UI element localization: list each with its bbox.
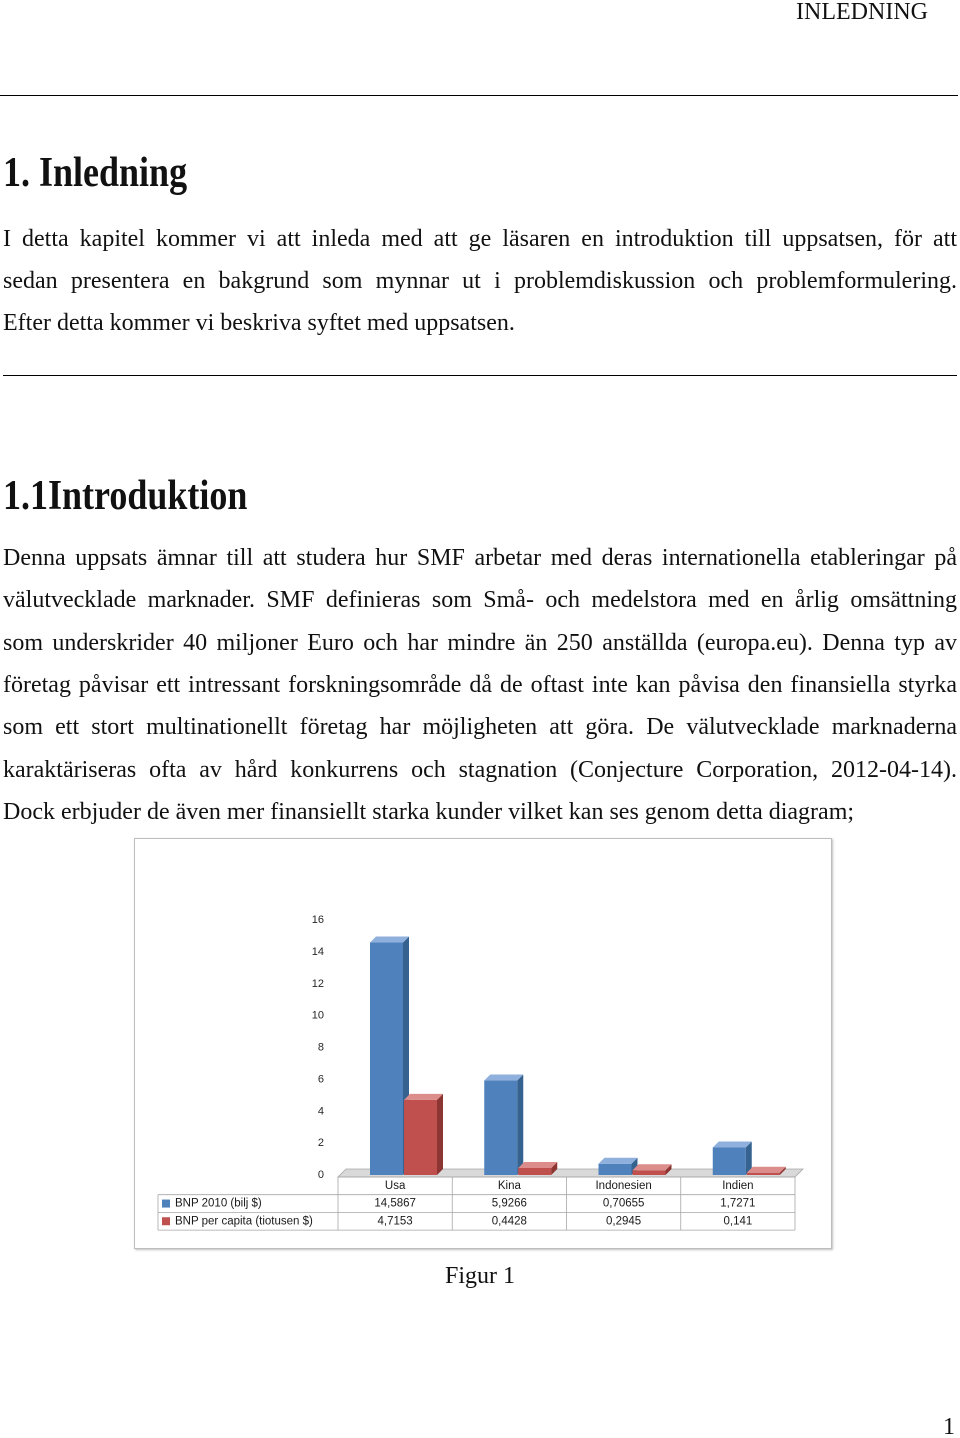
introduction-paragraph	[3, 537, 957, 833]
paragraph-line: Dock erbjuder de även mer finansiellt starka kunder vilket kan ses genom detta diagram;	[3, 798, 855, 825]
bar-usa-bnp-2010-bilj-top	[370, 937, 409, 943]
paragraph-line: Denna uppsats ämnar till att studera hur SMF arbetar med deras internationella etableringar på	[3, 545, 957, 571]
y-tick-label: 4	[317, 1105, 324, 1118]
y-tick-label: 8	[317, 1041, 324, 1054]
bar-indien-bnp-per-capita-tiotusen-front	[747, 1173, 780, 1175]
bar-indien-bnp-2010-bilj	[713, 1141, 752, 1175]
value-cell-indonesien-bnp-2010-bilj: 0,70655	[602, 1197, 645, 1210]
running-header: INLEDNING	[796, 0, 928, 25]
bar-usa-bnp-2010-bilj	[370, 937, 409, 1175]
figure-frame	[134, 838, 832, 1249]
bar-indonesien-bnp-per-capita-tiotusen-front	[633, 1170, 666, 1175]
bar-kina-bnp-per-capita-tiotusen-top	[518, 1162, 557, 1168]
y-axis	[312, 914, 324, 1181]
data-table	[158, 1177, 795, 1230]
paragraph-line: företag påvisar ett intressant forskningsområde då de oftast inte kan påvisa den finansiella styrka	[3, 671, 957, 698]
category-label-usa: Usa	[384, 1179, 406, 1192]
value-cell-usa-bnp-per-capita-tiotusen: 4,7153	[377, 1215, 413, 1228]
bar-indien-bnp-per-capita-tiotusen	[747, 1167, 786, 1175]
page-number: 1	[943, 1414, 955, 1438]
paragraph-line: som ett stort multinationellt företag har möjligheten att göra. De välutvecklade marknaderna	[3, 714, 957, 741]
paragraph-line: Efter detta kommer vi beskriva syftet med uppsatsen.	[3, 310, 515, 336]
section-divider	[3, 375, 957, 376]
paragraph-line: sedan presentera en bakgrund som mynnar ut i problemdiskussion och problemformulering.	[3, 268, 957, 294]
value-cell-usa-bnp-2010-bilj: 14,5867	[374, 1197, 416, 1210]
y-tick-label: 2	[317, 1137, 324, 1150]
paragraph-line: I detta kapitel kommer vi att inleda med att ge läsaren en introduktion till uppsatsen, för att	[3, 226, 957, 252]
category-label-indien: Indien	[722, 1179, 754, 1192]
bar-kina-bnp-2010-bilj-top	[484, 1075, 523, 1081]
bar-usa-bnp-per-capita-tiotusen-top	[404, 1094, 443, 1100]
y-tick-label: 12	[311, 977, 324, 990]
legend-label-bnp-2010-bilj: BNP 2010 (bilj $)	[175, 1197, 262, 1210]
bar-indien-bnp-2010-bilj-top	[713, 1141, 752, 1147]
legend-marker-bnp-2010-bilj	[162, 1200, 170, 1208]
bar-usa-bnp-per-capita-tiotusen	[404, 1094, 443, 1175]
bar-kina-bnp-2010-bilj-front	[484, 1081, 517, 1175]
bar-indonesien-bnp-2010-bilj-front	[599, 1164, 632, 1175]
paragraph-line: välutvecklade marknader. SMF definieras som Små- och medelstora med en årlig omsättning	[3, 587, 957, 614]
bar-indonesien-bnp-2010-bilj-top	[599, 1158, 638, 1164]
y-tick-label: 16	[311, 914, 324, 926]
bar-usa-bnp-2010-bilj-front	[370, 943, 403, 1175]
chapter-heading: 1. Inledning	[3, 148, 188, 196]
bar-indonesien-bnp-per-capita-tiotusen	[633, 1164, 672, 1175]
category-label-indonesien: Indonesien	[595, 1179, 652, 1192]
bar-indien-bnp-2010-bilj-front	[713, 1147, 746, 1175]
y-tick-label: 6	[317, 1073, 324, 1086]
bar-indonesien-bnp-2010-bilj	[599, 1158, 638, 1175]
bar-indonesien-bnp-per-capita-tiotusen-top	[633, 1164, 672, 1170]
y-tick-label: 14	[311, 945, 324, 958]
category-label-kina: Kina	[497, 1179, 521, 1192]
legend-label-bnp-per-capita-tiotusen: BNP per capita (tiotusen $)	[175, 1215, 313, 1228]
figure-1-chart	[134, 838, 832, 1249]
legend-marker-bnp-per-capita-tiotusen	[162, 1217, 170, 1225]
bar-kina-bnp-2010-bilj	[484, 1075, 523, 1175]
bar-kina-bnp-per-capita-tiotusen-front	[518, 1168, 551, 1175]
bar-usa-bnp-per-capita-tiotusen-front	[404, 1100, 437, 1175]
value-cell-kina-bnp-2010-bilj: 5,9266	[491, 1197, 527, 1210]
y-tick-label: 0	[317, 1169, 324, 1181]
value-cell-indien-bnp-per-capita-tiotusen: 0,141	[723, 1215, 753, 1228]
bar-kina-bnp-2010-bilj-side	[517, 1075, 523, 1175]
bar-usa-bnp-per-capita-tiotusen-side	[437, 1094, 443, 1175]
value-cell-kina-bnp-per-capita-tiotusen: 0,4428	[491, 1215, 527, 1228]
paragraph-line: som underskrider 40 miljoner Euro och har mindre än 250 anställda (europa.eu). Denna typ av	[3, 629, 957, 656]
bar-kina-bnp-per-capita-tiotusen	[518, 1162, 557, 1175]
paragraph-line: karaktäriseras ofta av hård konkurrens och stagnation (Conjecture Corporation, 2012-04-14).	[3, 756, 957, 783]
header-rule	[0, 95, 958, 96]
value-cell-indien-bnp-2010-bilj: 1,7271	[720, 1197, 756, 1210]
chapter-intro-paragraph	[3, 218, 957, 344]
bar-indien-bnp-per-capita-tiotusen-top	[747, 1167, 786, 1173]
section-heading: 1.1Introduktion	[3, 471, 248, 519]
figure-caption: Figur 1	[444, 1263, 515, 1289]
y-tick-label: 10	[311, 1009, 324, 1022]
value-cell-indonesien-bnp-per-capita-tiotusen: 0,2945	[606, 1215, 642, 1228]
